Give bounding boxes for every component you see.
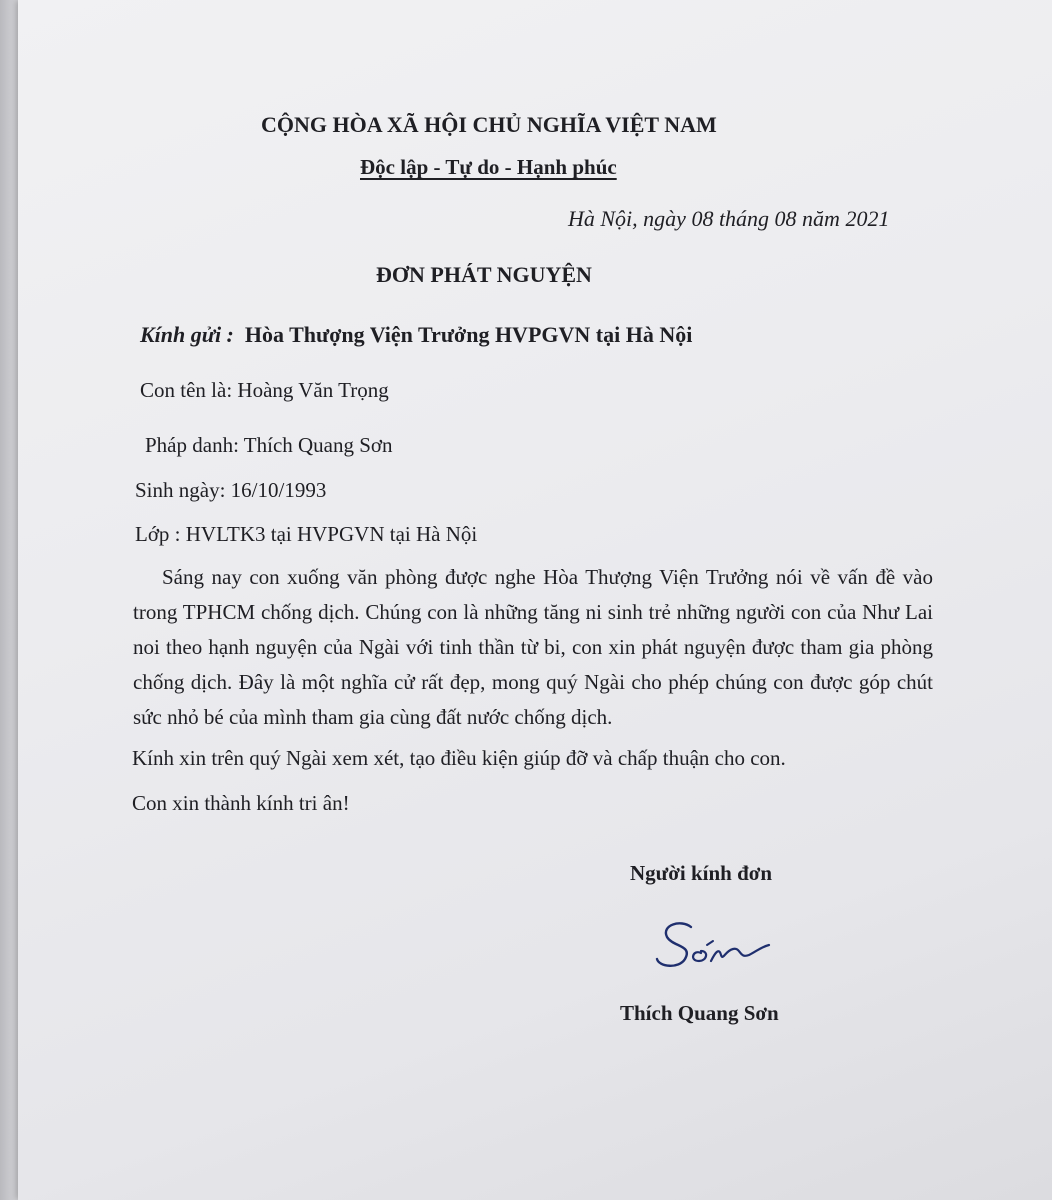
dharma-name: Pháp danh: Thích Quang Sơn [145, 433, 393, 457]
signature-label: Người kính đơn [630, 861, 773, 885]
thanks-line: Con xin thành kính tri ân! [132, 791, 350, 815]
birth-date: Sinh ngày: 16/10/1993 [135, 478, 327, 502]
document-page [18, 0, 1052, 1200]
request-line: Kính xin trên quý Ngài xem xét, tạo điều kiện giúp đỡ và chấp thuận cho con. [132, 746, 786, 770]
adjacent-page-edge [0, 0, 18, 1200]
class-info: Lớp : HVLTK3 tại HVPGVN tại Hà Nội [135, 522, 478, 546]
date-line: Hà Nội, ngày 08 tháng 08 năm 2021 [568, 206, 890, 231]
handwritten-signature [653, 915, 793, 975]
signer-name: Thích Quang Sơn [620, 1001, 779, 1025]
applicant-name: Con tên là: Hoàng Văn Trọng [140, 378, 389, 402]
body-paragraph: Sáng nay con xuống văn phòng được nghe Hòa Thượng Viện Trưởng nói về vấn đề vào trong TPHCM chống dịch. Chúng con là những tăng ni sinh trẻ những người con của Như Lai noi theo hạnh nguyện của Ngài với tinh thần từ bi, con xin phát nguyện được tham gia phòng chống dịch. Đây là một nghĩa cử rất đẹp, mong quý Ngài cho phép chúng con được góp chút sức nhỏ bé của mình tham gia cùng đất nước chống dịch. [133, 565, 933, 729]
recipient-label: Kính gửi : [140, 322, 234, 347]
recipient-line [140, 322, 692, 348]
recipient-name: Hòa Thượng Viện Trưởng HVPGVN tại Hà Nội [244, 322, 693, 347]
document-title: ĐƠN PHÁT NGUYỆN [376, 262, 592, 287]
country-header: CỘNG HÒA XÃ HỘI CHỦ NGHĨA VIỆT NAM [261, 112, 717, 137]
national-motto: Độc lập - Tự do - Hạnh phúc [360, 155, 617, 179]
